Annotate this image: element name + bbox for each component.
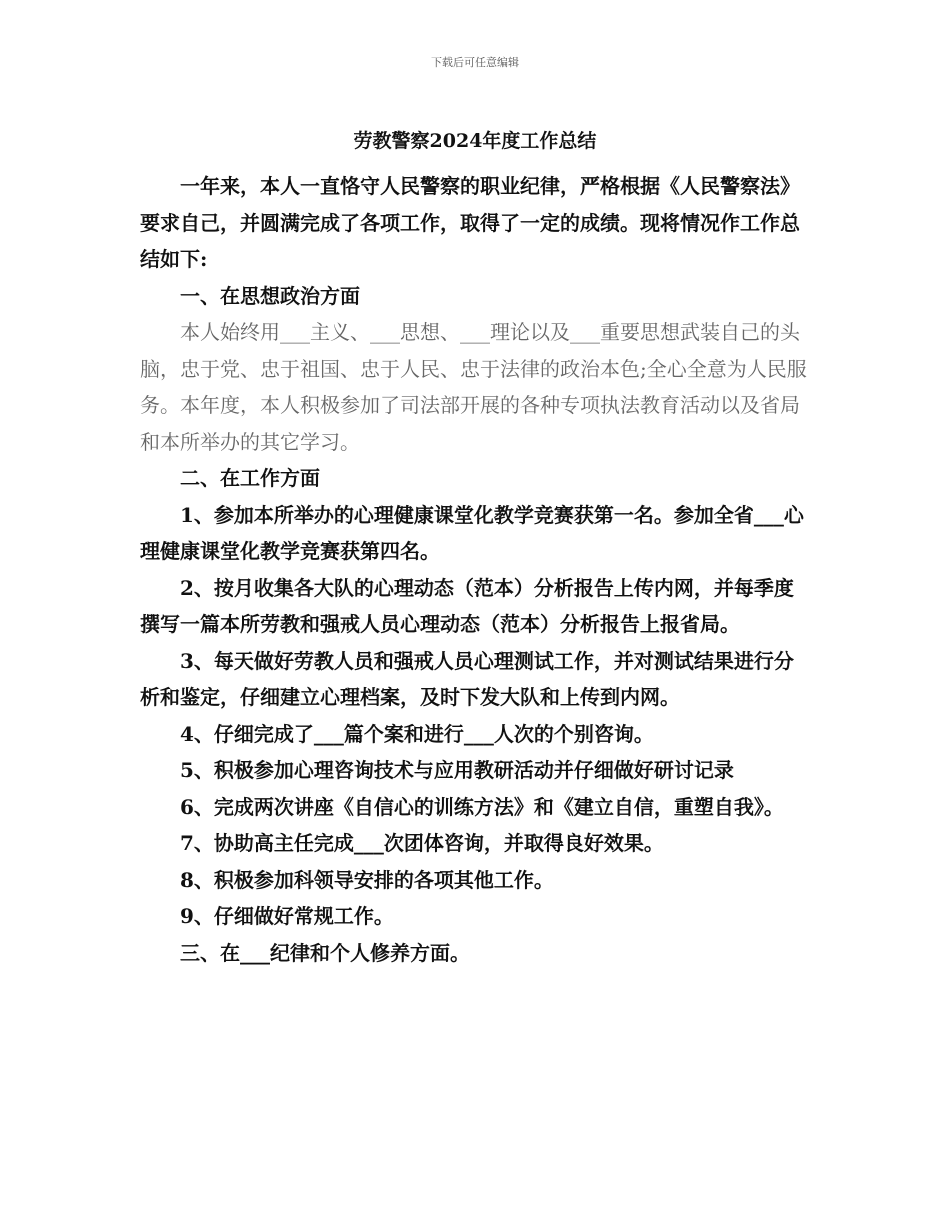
work-item-6: 6、完成两次讲座《自信心的训练方法》和《建立自信，重塑自我》。 — [180, 794, 784, 819]
document-body — [140, 168, 812, 971]
intro-paragraph: 一年来，本人一直恪守人民警察的职业纪律，严格根据《人民警察法》要求自己，并圆满完成了各项工作，取得了一定的成绩。现将情况作工作总结如下: — [140, 174, 800, 271]
political-paragraph: 本人始终用___主义、___思想、___理论以及___重要思想武装自己的头脑，忠于党、忠于祖国、忠于人民、忠于法律的政治本色;全心全意为人民服务。本年度，本人积极参加了司法部开展的各种专项执法教育活动以及省局和本所举办的其它学习。 — [140, 320, 807, 454]
work-item-9: 9、仔细做好常规工作。 — [180, 904, 394, 928]
work-item-3: 3、每天做好劳教人员和强戒人员心理测试工作，并对测试结果进行分析和鉴定，仔细建立心理档案，及时下发大队和上传到内网。 — [140, 648, 794, 709]
work-item-1: 1、参加本所举办的心理健康课堂化教学竞赛获第一名。参加全省___心理健康课堂化教学竞赛获第四名。 — [140, 502, 804, 563]
document-title: 劳教警察2024年度工作总结 — [353, 130, 597, 152]
work-item-2: 2、按月收集各大队的心理动态（范本）分析报告上传内网，并每季度撰写一篇本所劳教和强戒人员心理动态（范本）分析报告上报省局。 — [140, 575, 794, 636]
section-heading-political: 一、在思想政治方面 — [180, 283, 360, 308]
work-item-4: 4、仔细完成了___篇个案和进行___人次的个别咨询。 — [180, 721, 654, 746]
work-item-5: 5、积极参加心理咨询技术与应用教研活动并仔细做好研讨记录 — [180, 758, 734, 782]
section-heading-work: 二、在工作方面 — [180, 466, 320, 490]
header-note: 下载后可任意编辑 — [431, 56, 519, 69]
section-heading-discipline: 三、在___纪律和个人修养方面。 — [180, 940, 470, 965]
work-item-8: 8、积极参加科领导安排的各项其他工作。 — [180, 867, 554, 892]
work-item-7: 7、协助高主任完成___次团体咨询，并取得良好效果。 — [180, 831, 664, 855]
